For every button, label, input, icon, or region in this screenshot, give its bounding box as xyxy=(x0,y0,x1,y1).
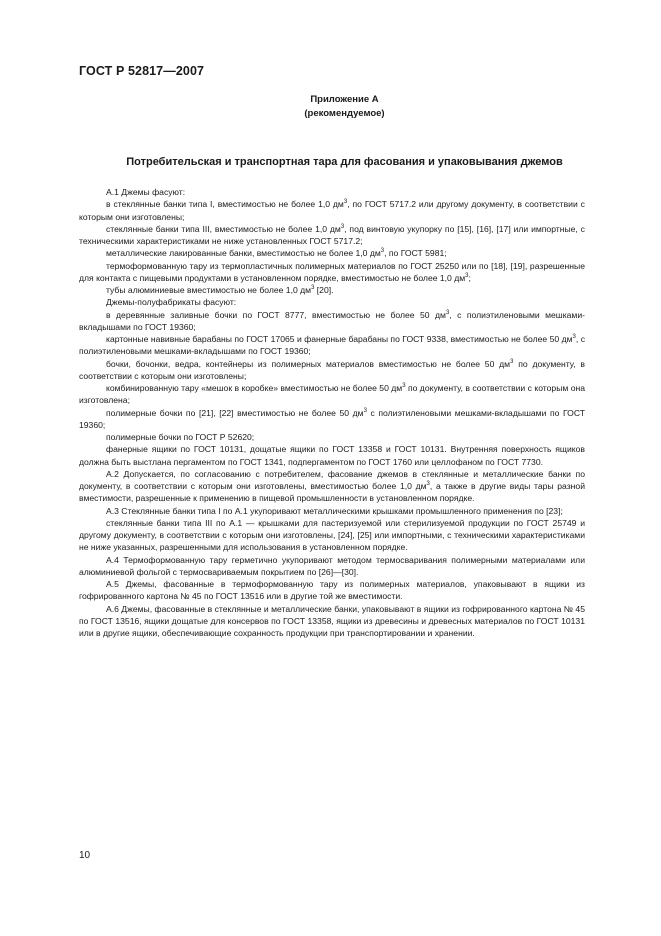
paragraph: фанерные ящики по ГОСТ 10131, дощатые ящики по ГОСТ 13358 и ГОСТ 10131. Внутренняя поверхность ящиков должна быть выстлана пергаментом по ГОСТ 1341, подпергаментом по ГОСТ 1760 или целлофаном по ГОСТ 7730. xyxy=(79,444,585,467)
page-number: 10 xyxy=(79,850,91,861)
paragraph: А.6 Джемы, фасованные в стеклянные и металлические банки, упаковывают в ящики из гофрированного картона № 45 по ГОСТ 13516, ящики дощатые для консервов по ГОСТ 13358, ящики из древесины и древесных материалов по ГОСТ 10131 или в другие ящики, обеспечивающие сохранность продукции при транспортировании и хранении. xyxy=(79,603,585,638)
paragraph: в стеклянные банки типа I, вместимостью не более 1,0 $дм^3$, по ГОСТ 5717.2 или другому документу, в соответствии с которым они изготовлены; xyxy=(79,199,585,222)
body-text xyxy=(79,186,585,639)
paragraph: А.5 Джемы, фасованные в термоформованную тару из полимерных материалов, упаковывают в ящики из гофрированного картона № 45 по ГОСТ 13516 или в другие той же вместимости. xyxy=(79,579,585,602)
paragraph: полимерные бочки по [21], [22] вместимостью не более 50 $дм^3$ с полиэтиленовыми мешками-вкладышами по ГОСТ 19360; xyxy=(79,407,586,430)
paragraph: бочки, бочонки, ведра, контейнеры из полимерных материалов вместимостью не более 50 $дм^3$ по документу, в соответствии с которым они изготовлены; xyxy=(79,358,585,381)
standard-header: ГОСТ Р 52817—2007 xyxy=(79,64,205,78)
paragraph: металлические лакированные банки, вместимостью не более 1,0 $дм^3$, по ГОСТ 5981; xyxy=(106,248,447,259)
paragraph: А.4 Термоформованную тару герметично укупоривают методом термосваривания полимерными материалами или алюминиевой фольгой с термосвариваемым покрытием по [26]—[30]. xyxy=(79,554,585,577)
paragraph: стеклянные банки типа III по А.1 — крышками для пастеризуемой или стерилизуемой продукции по ГОСТ 25749 и другому документу, в соответствии с которым они изготовлены, [24], [25] или импортными, с техническими характеристиками не ниже указанных, разрешенными для использования в установленном порядке. xyxy=(79,517,585,553)
paragraph: в деревянные заливные бочки по ГОСТ 8777, вместимостью не более 50 $дм^3$, с полиэтиленовыми мешками-вкладышами по ГОСТ 19360; xyxy=(79,309,585,332)
paragraph: тубы алюминиевые вместимостью не более 1,0 $дм^3$ [20]. xyxy=(106,285,334,295)
paragraph: А.1 Джемы фасуют: xyxy=(106,187,186,197)
section-title: Потребительская и транспортная тара для фасования и упаковывания джемов xyxy=(126,156,563,168)
paragraph: полимерные бочки по ГОСТ Р 52620; xyxy=(106,432,255,442)
appendix-title: Приложение А xyxy=(310,94,379,105)
paragraph: картонные навивные барабаны по ГОСТ 17065 и фанерные барабаны по ГОСТ 9338, вместимостью не более 50 $дм^3$, с полиэтиленовыми мешками-вкладышами по ГОСТ 19360; xyxy=(79,334,586,357)
appendix-status: (рекомендуемое) xyxy=(304,108,385,119)
paragraph: стеклянные банки типа III, вместимостью не более 1,0 $дм^3$, под винтовую укупорку по [15], [16], [17] или импортные, с техническими характеристиками не ниже установленных ГОСТ 5717.2; xyxy=(79,223,585,246)
paragraph: Джемы-полуфабрикаты фасуют: xyxy=(106,297,237,308)
paragraph: комбинированную тару «мешок в коробке» вместимостью не более 50 $дм^3$ по документу, в соответствии с которым она изготовлена; xyxy=(79,383,586,406)
paragraph: А.3 Стеклянные банки типа I по А.1 укупоривают металлическими крышками промышленного применения по [23]; xyxy=(106,505,563,516)
paragraph: А.2 Допускается, по согласованию с потребителем, фасование джемов в стеклянные и металлические банки по документу, в соответствии с которым они изготовлены, вместимостью более 1,0 $дм^3$, а также в другие виды тары разной вместимости, разрешенные к применению в пищевой промышленности в установленном порядке. xyxy=(79,468,585,504)
paragraph: термоформованную тару из термопластичных полимерных материалов по ГОСТ 25250 или по [18], [19], разрешенные для контакта с пищевыми продуктами в установленном порядке, вместимостью не более 1,0 $дм^3$; xyxy=(79,260,585,283)
